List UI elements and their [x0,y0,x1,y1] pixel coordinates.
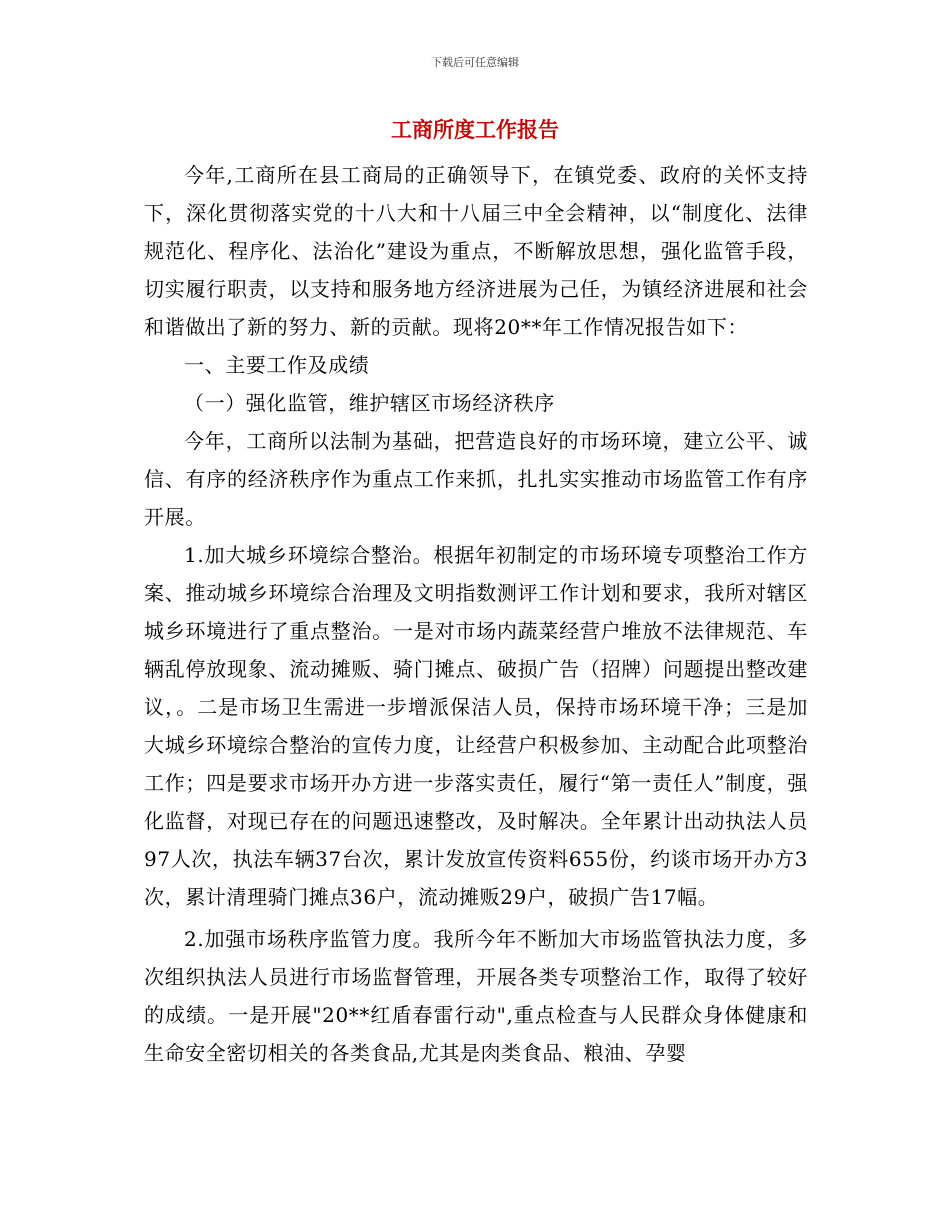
paragraph-item-2: 2.加强市场秩序监管力度。我所今年不断加大市场监管执法力度，多次组织执法人员进行市场监督管理，开展各类专项整治工作，取得了较好的成绩。一是开展"20**红盾春雷行动",重点检查与人民群众身体健康和生命安全密切相关的各类食品,尤其是肉类食品、粮油、孕婴 [144,927,808,1065]
section-heading: 一、主要工作及成绩 [184,353,370,377]
document-body [144,156,808,1072]
paragraph-intro: 今年,工商所在县工商局的正确领导下，在镇党委、政府的关怀支持下，深化贯彻落实党的十八大和十八届三中全会精神，以“制度化、法律规范化、程序化、法治化”建设为重点，不断解放思想，强化监管手段，切实履行职责，以支持和服务地方经济进展为己任，为镇经济进展和社会和谐做出了新的努力、新的贡献。现将20**年工作情况报告如下： [144,163,808,339]
document-title: 工商所度工作报告 [391,118,559,142]
paragraph-item-1: 1.加大城乡环境综合整治。根据年初制定的市场环境专项整治工作方案、推动城乡环境综合治理及文明指数测评工作计划和要求，我所对辖区城乡环境进行了重点整治。一是对市场内蔬菜经营户堆放不法律规范、车辆乱停放现象、流动摊贩、骑门摊点、破损广告（招牌）问题提出整改建议，。二是市场卫生需进一步增派保洁人员，保持市场环境干净；三是加大城乡环境综合整治的宣传力度，让经营户积极参加、主动配合此项整治工作；四是要求市场开办方进一步落实责任，履行“第一责任人”制度，强化监督，对现已存在的问题迅速整改，及时解决。全年累计出动执法人员97人次，执法车辆37台次，累计发放宣传资料655份，约谈市场开办方3次，累计清理骑门摊点36户，流动摊贩29户，破损广告17幅。 [144,543,808,909]
header-note: 下载后可任意编辑 [431,56,519,69]
subsection-heading: （一）强化监管，维护辖区市场经济秩序 [184,391,555,415]
paragraph-overview: 今年，工商所以法制为基础，把营造良好的市场环境，建立公平、诚信、有序的经济秩序作为重点工作来抓，扎扎实实推动市场监管工作有序开展。 [144,429,808,529]
